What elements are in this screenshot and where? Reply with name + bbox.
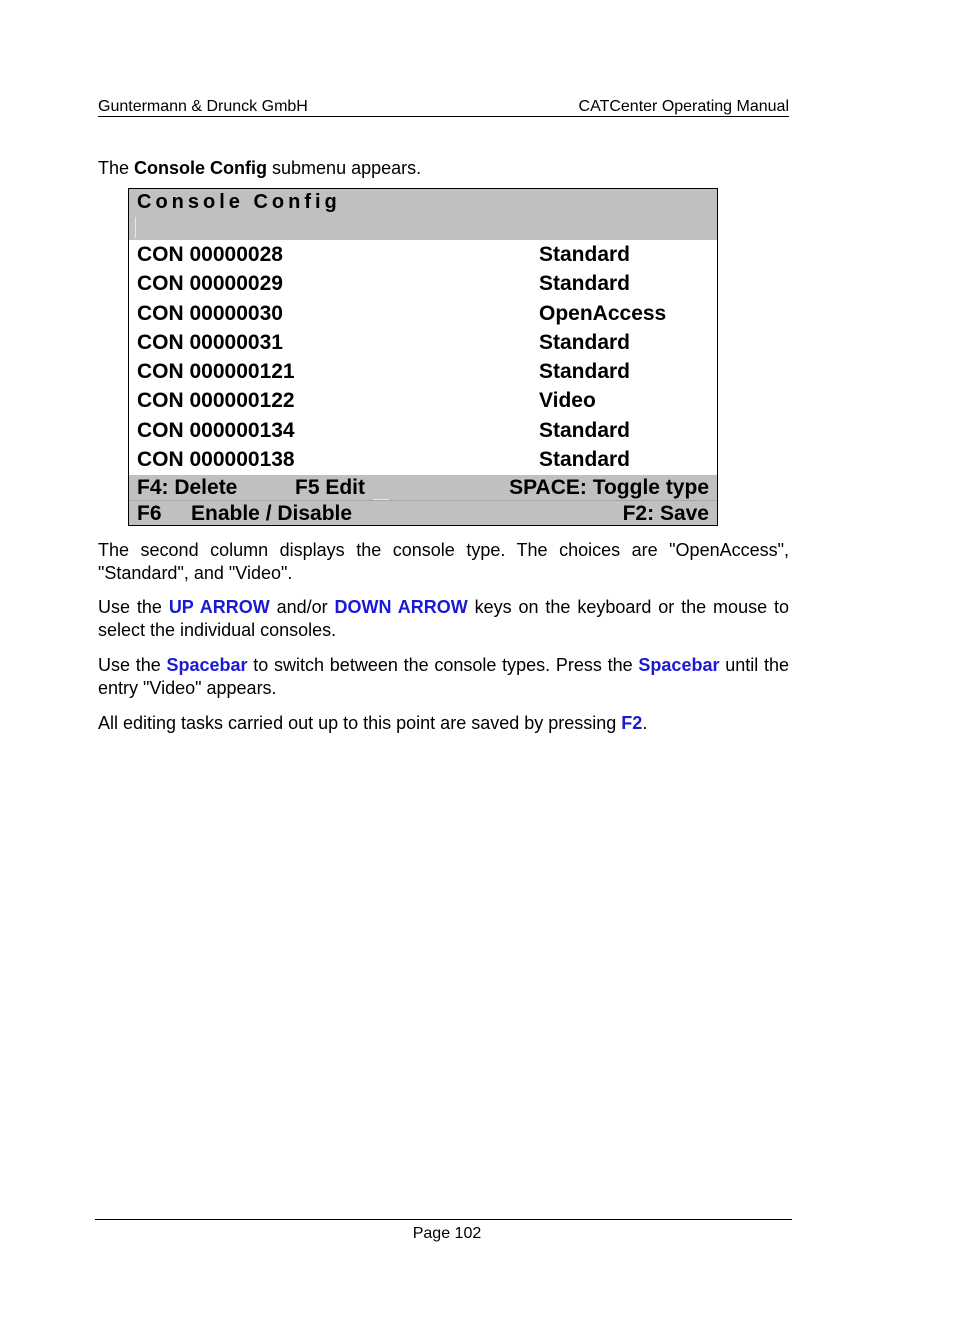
console-type: Standard xyxy=(539,448,631,471)
header-manual-title: CATCenter Operating Manual xyxy=(578,98,789,115)
paragraph-arrow-keys xyxy=(98,596,789,642)
screen-input-bar xyxy=(129,215,717,240)
console-name: CON 000000134 xyxy=(137,419,295,442)
console-name: CON 000000122 xyxy=(137,389,295,412)
p2-text-3: keys on the keyboard or the mouse to select the individual consoles. xyxy=(98,597,789,640)
console-row[interactable] xyxy=(129,328,717,357)
paragraph-console-type: The second column displays the console type. The choices are "OpenAccess", "Standard", and "Video". xyxy=(98,540,789,583)
console-type: OpenAccess xyxy=(539,302,667,325)
footer-rule xyxy=(95,1219,792,1220)
console-row[interactable] xyxy=(129,269,717,298)
f4-delete-key[interactable]: F4: Delete xyxy=(137,476,238,499)
space-toggle-key[interactable]: SPACE: Toggle type xyxy=(509,476,709,499)
p4-text-2: . xyxy=(642,713,648,733)
console-config-screen xyxy=(128,188,718,526)
f2-keyword: F2 xyxy=(621,713,643,733)
console-name: CON 00000029 xyxy=(137,272,283,295)
p2-text-1: Use the xyxy=(98,597,169,617)
down-arrow-keyword: DOWN ARROW xyxy=(334,597,468,617)
console-row[interactable] xyxy=(129,386,717,415)
screen-function-bar-2 xyxy=(129,500,717,525)
paragraph-save xyxy=(98,712,789,735)
console-type: Standard xyxy=(539,272,631,295)
console-row[interactable] xyxy=(129,416,717,445)
console-name: CON 00000028 xyxy=(137,243,283,266)
console-type: Standard xyxy=(539,243,631,266)
page-header xyxy=(98,97,789,117)
console-name: CON 00000031 xyxy=(137,331,283,354)
paragraph-spacebar xyxy=(98,654,789,700)
f6-key[interactable]: F6 xyxy=(137,502,162,525)
screen-function-bar-1 xyxy=(129,475,717,500)
p3-text-2: to switch between the console types. Press the xyxy=(247,655,639,675)
spacebar-keyword: Spacebar xyxy=(166,655,248,675)
console-type: Video xyxy=(539,389,596,412)
console-row[interactable] xyxy=(129,357,717,386)
page-number: Page 102 xyxy=(412,1225,482,1242)
screen-title: Console Config xyxy=(129,189,717,215)
console-name: CON 00000030 xyxy=(137,302,283,325)
console-row[interactable] xyxy=(129,240,717,269)
f2-save-key[interactable]: F2: Save xyxy=(622,502,709,525)
p3-text-3: until the entry "Video" appears. xyxy=(98,655,789,698)
spacebar-keyword: Spacebar xyxy=(638,655,720,675)
intro-post: submenu appears. xyxy=(267,158,422,178)
intro-text xyxy=(98,157,421,179)
f5-edit-label: F5 Edit xyxy=(295,476,366,499)
console-row[interactable] xyxy=(129,445,717,474)
f5-edit-key[interactable] xyxy=(295,475,389,500)
header-company: Guntermann & Drunck GmbH xyxy=(98,98,308,115)
console-name: CON 000000121 xyxy=(137,360,295,383)
console-type: Standard xyxy=(539,360,631,383)
console-type: Standard xyxy=(539,331,631,354)
p2-text-2: and/or xyxy=(269,597,335,617)
up-arrow-keyword: UP ARROW xyxy=(168,597,270,617)
console-name: CON 000000138 xyxy=(137,448,295,471)
p3-text-1: Use the xyxy=(98,655,167,675)
intro-pre: The xyxy=(98,158,135,178)
intro-bold: Console Config xyxy=(134,158,268,178)
enable-disable-label: Enable / Disable xyxy=(191,502,353,525)
console-row[interactable] xyxy=(129,299,717,328)
cursor-caret xyxy=(135,217,136,238)
p4-text-1: All editing tasks carried out up to this point are saved by pressing xyxy=(98,713,622,733)
console-type: Standard xyxy=(539,419,631,442)
